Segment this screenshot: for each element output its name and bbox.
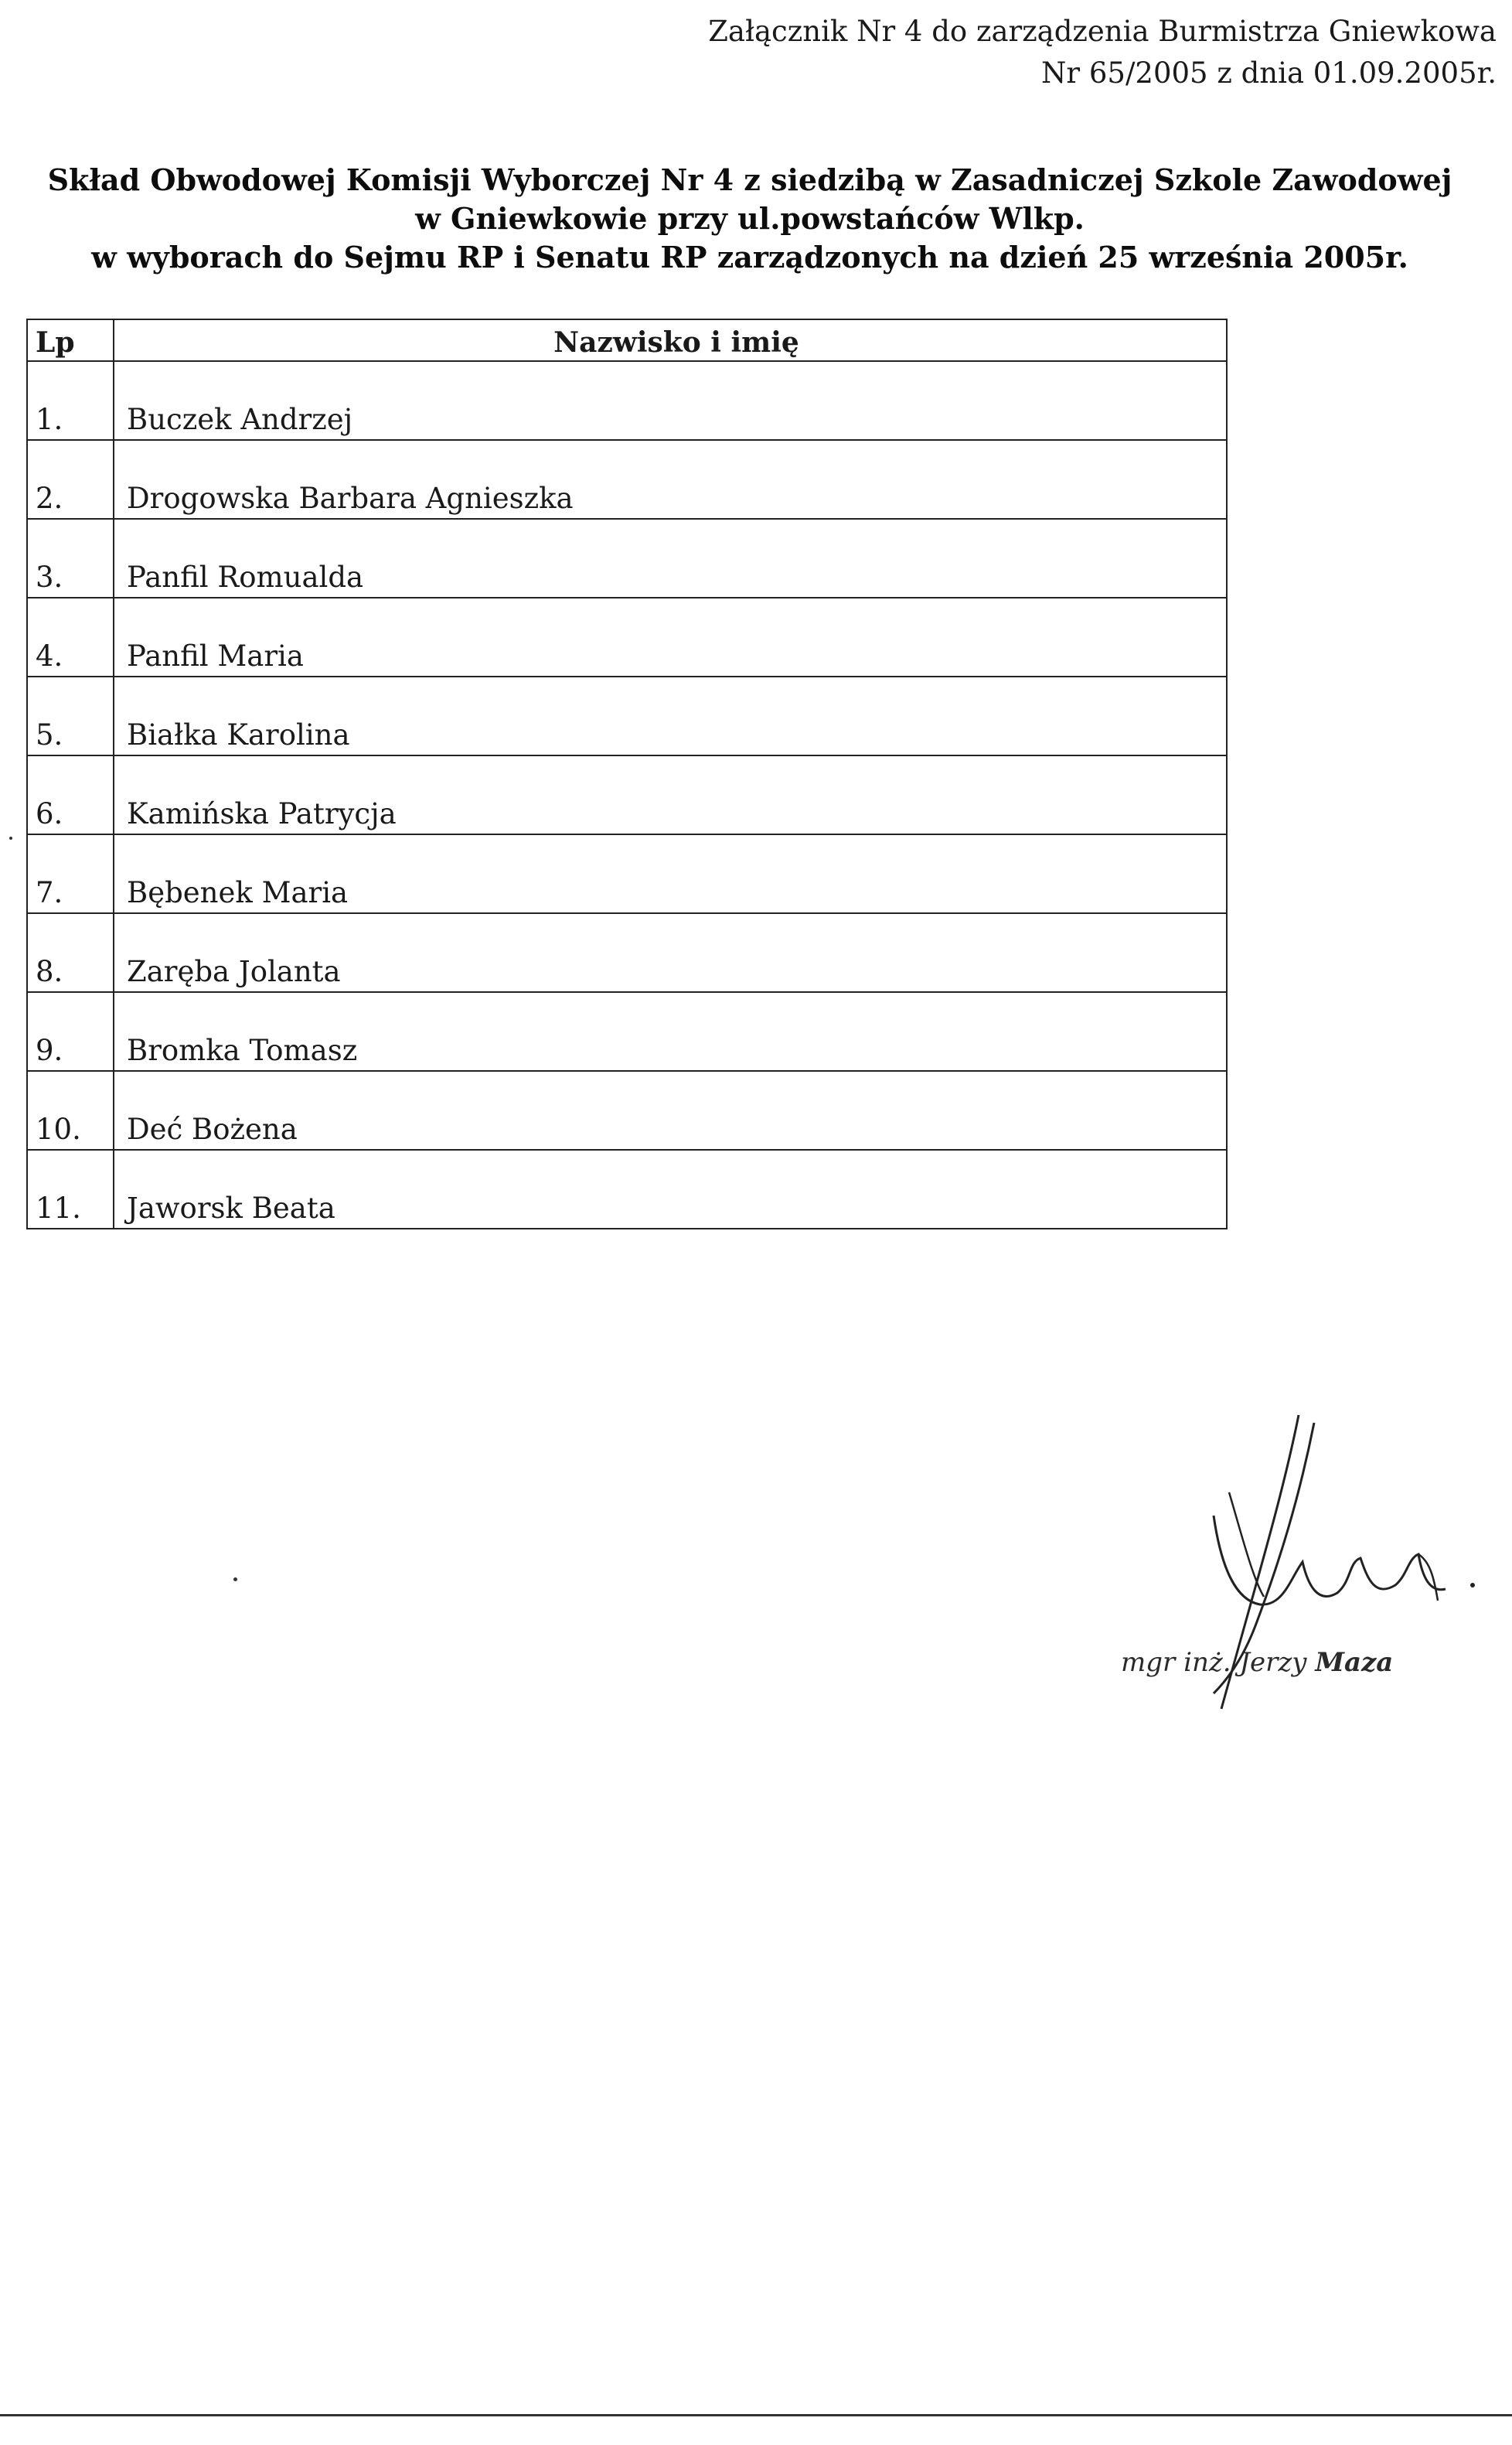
row-lp: 7. (27, 834, 114, 913)
table-row (27, 834, 1227, 913)
table-row (27, 755, 1227, 834)
row-name: Buczek Andrzej (114, 361, 1227, 440)
scan-speck (233, 1577, 237, 1581)
row-name: Panfil Romualda (114, 519, 1227, 598)
row-name: Jaworsk Beata (114, 1150, 1227, 1229)
title-line-1: Skład Obwodowej Komisji Wyborczej Nr 4 z siedzibą w Zasadniczej Szkole Zawodowej (47, 162, 1452, 197)
row-name: Bromka Tomasz (114, 992, 1227, 1071)
header-lp: Lp (27, 319, 114, 361)
annex-line-2: Nr 65/2005 z dnia 01.09.2005r. (1041, 56, 1497, 90)
row-lp: 2. (27, 440, 114, 519)
row-lp: 9. (27, 992, 114, 1071)
row-name: Kamińska Patrycja (114, 755, 1227, 834)
row-lp: 6. (27, 755, 114, 834)
table-row (27, 677, 1227, 755)
table-row (27, 992, 1227, 1071)
row-name: Białka Karolina (114, 677, 1227, 755)
header-name: Nazwisko i imię (114, 319, 1227, 361)
bottom-rule (0, 2414, 1512, 2416)
row-lp: 10. (27, 1071, 114, 1150)
table-row (27, 519, 1227, 598)
row-name: Drogowska Barbara Agnieszka (114, 440, 1227, 519)
signature-title-name: mgr inż. Jerzy (1121, 1647, 1307, 1678)
row-lp: 5. (27, 677, 114, 755)
row-name: Bębenek Maria (114, 834, 1227, 913)
table-row (27, 1071, 1227, 1150)
signature-surname: Maza (1315, 1647, 1394, 1678)
table-header-row (27, 319, 1227, 361)
document-title (15, 161, 1484, 277)
signature-scribble-icon (1105, 1400, 1492, 1732)
row-name: Panfil Maria (114, 598, 1227, 677)
scan-speck (9, 837, 12, 840)
row-name: Zaręba Jolanta (114, 913, 1227, 992)
title-line-3: w wyborach do Sejmu RP i Senatu RP zarządzonych na dzień 25 września 2005r. (91, 240, 1408, 275)
annex-line-1: Załącznik Nr 4 do zarządzenia Burmistrza Gniewkowa (708, 15, 1497, 48)
table-row (27, 361, 1227, 440)
row-lp: 8. (27, 913, 114, 992)
row-lp: 4. (27, 598, 114, 677)
row-name: Deć Bożena (114, 1071, 1227, 1150)
row-lp: 11. (27, 1150, 114, 1229)
signature-caption (1121, 1647, 1393, 1678)
title-line-2: w Gniewkowie przy ul.powstańców Wlkp. (415, 201, 1085, 236)
table-row (27, 913, 1227, 992)
commission-members-table (26, 319, 1228, 1229)
annex-reference (708, 11, 1497, 94)
table-row (27, 598, 1227, 677)
row-lp: 1. (27, 361, 114, 440)
table-row (27, 1150, 1227, 1229)
table-row (27, 440, 1227, 519)
row-lp: 3. (27, 519, 114, 598)
